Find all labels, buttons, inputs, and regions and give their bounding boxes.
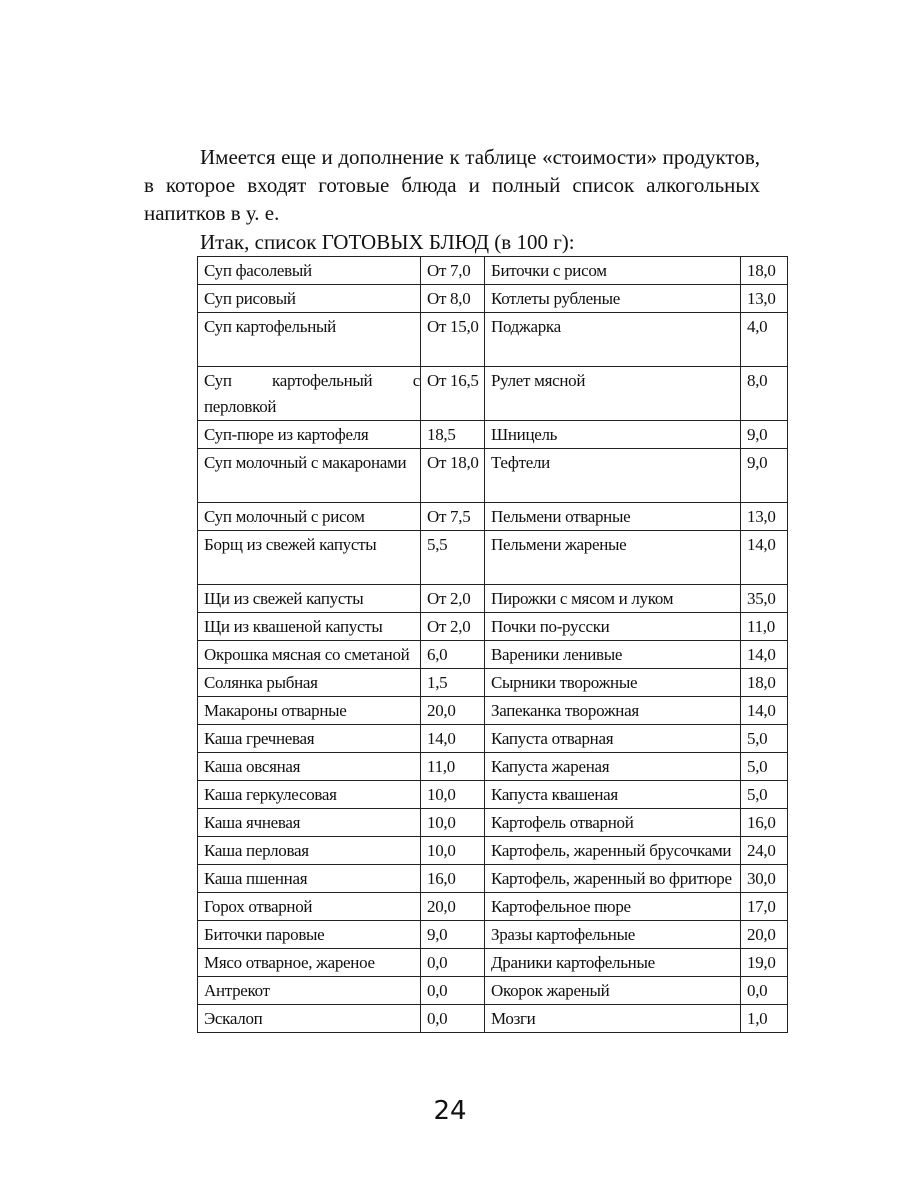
dish-value-cell: От 2,0	[421, 613, 485, 641]
dish-value-cell: 9,0	[741, 421, 788, 449]
dish-name-cell: Суп-пюре из картофеля	[198, 421, 421, 449]
table-row	[198, 531, 788, 585]
table-row	[198, 257, 788, 285]
dish-name-cell: Почки по-русски	[485, 613, 741, 641]
dish-name-cell: Поджарка	[485, 313, 741, 367]
dish-name-cell: Мясо отварное, жареное	[198, 949, 421, 977]
dish-name-cell: Мозги	[485, 1005, 741, 1033]
table-row	[198, 837, 788, 865]
table-row	[198, 585, 788, 613]
dish-name-cell: Картофель, жаренный во фритюре	[485, 865, 741, 893]
table-row	[198, 921, 788, 949]
dish-name-cell: Капуста жареная	[485, 753, 741, 781]
dish-name-cell: Окорок жареный	[485, 977, 741, 1005]
dish-value-cell: От 8,0	[421, 285, 485, 313]
dish-name-cell: Суп молочный с макаронами	[198, 449, 421, 503]
dish-value-cell: 20,0	[741, 921, 788, 949]
dish-name-cell: Суп картофельный с перловкой	[198, 367, 421, 421]
dish-name-cell: Суп картофельный	[198, 313, 421, 367]
dish-value-cell: 20,0	[421, 893, 485, 921]
dish-name-cell: Суп молочный с рисом	[198, 503, 421, 531]
dish-value-cell: 4,0	[741, 313, 788, 367]
dish-name-cell: Каша овсяная	[198, 753, 421, 781]
dish-name-cell: Запеканка творожная	[485, 697, 741, 725]
intro-paragraph	[144, 143, 760, 227]
dish-name-cell: Пельмени жареные	[485, 531, 741, 585]
dish-value-cell: 11,0	[741, 613, 788, 641]
dish-name-cell: Картофельное пюре	[485, 893, 741, 921]
dish-name-cell: Сырники творожные	[485, 669, 741, 697]
table-row	[198, 613, 788, 641]
dish-value-cell: 0,0	[741, 977, 788, 1005]
dish-value-cell: 14,0	[741, 697, 788, 725]
dish-name-cell: Рулет мясной	[485, 367, 741, 421]
dish-value-cell: 13,0	[741, 503, 788, 531]
dish-value-cell: 18,0	[741, 257, 788, 285]
table-row	[198, 949, 788, 977]
dish-name-cell: Драники картофельные	[485, 949, 741, 977]
dish-value-cell: 24,0	[741, 837, 788, 865]
table-row	[198, 893, 788, 921]
table-row	[198, 421, 788, 449]
dish-value-cell: 1,5	[421, 669, 485, 697]
dish-name-cell: Капуста отварная	[485, 725, 741, 753]
dish-value-cell: 18,0	[741, 669, 788, 697]
dish-name-cell: Макароны отварные	[198, 697, 421, 725]
dish-value-cell: От 18,0	[421, 449, 485, 503]
dish-value-cell: От 7,5	[421, 503, 485, 531]
dish-name-cell: Каша пшенная	[198, 865, 421, 893]
dish-name-cell: Каша гречневая	[198, 725, 421, 753]
dish-name-cell: Солянка рыбная	[198, 669, 421, 697]
dish-name-cell: Борщ из свежей капусты	[198, 531, 421, 585]
table-row	[198, 641, 788, 669]
dish-value-cell: 19,0	[741, 949, 788, 977]
dish-name-cell: Каша ячневая	[198, 809, 421, 837]
table-row	[198, 977, 788, 1005]
dish-value-cell: 35,0	[741, 585, 788, 613]
table-row	[198, 809, 788, 837]
dish-value-cell: От 16,5	[421, 367, 485, 421]
dish-value-cell: 5,0	[741, 753, 788, 781]
dish-name-cell: Вареники ленивые	[485, 641, 741, 669]
dish-value-cell: 18,5	[421, 421, 485, 449]
dish-name-cell: Суп рисовый	[198, 285, 421, 313]
table-row	[198, 669, 788, 697]
dish-value-cell: 11,0	[421, 753, 485, 781]
dish-name-cell: Капуста квашеная	[485, 781, 741, 809]
dish-name-cell: Суп фасолевый	[198, 257, 421, 285]
table-row	[198, 1005, 788, 1033]
dish-value-cell: 14,0	[421, 725, 485, 753]
dish-name-cell: Антрекот	[198, 977, 421, 1005]
page-number: 24	[433, 1096, 467, 1126]
dish-value-cell: 10,0	[421, 809, 485, 837]
dish-value-cell: 17,0	[741, 893, 788, 921]
dish-value-cell: 1,0	[741, 1005, 788, 1033]
table-row	[198, 725, 788, 753]
dish-name-cell: Котлеты рубленые	[485, 285, 741, 313]
dish-value-cell: 6,0	[421, 641, 485, 669]
dish-name-cell: Щи из квашеной капусты	[198, 613, 421, 641]
dish-name-cell: Каша перловая	[198, 837, 421, 865]
dish-value-cell: 14,0	[741, 641, 788, 669]
dish-value-cell: 9,0	[421, 921, 485, 949]
dishes-table-body	[198, 257, 788, 1033]
dish-value-cell: 5,0	[741, 725, 788, 753]
table-row	[198, 503, 788, 531]
dish-value-cell: 10,0	[421, 781, 485, 809]
dish-name-cell: Пирожки с мясом и луком	[485, 585, 741, 613]
dishes-cost-table	[197, 256, 788, 1033]
dish-name-cell: Шницель	[485, 421, 741, 449]
dishes-table-wrapper	[197, 256, 787, 1033]
dish-name-cell: Горох отварной	[198, 893, 421, 921]
table-row	[198, 753, 788, 781]
dish-value-cell: 20,0	[421, 697, 485, 725]
table-row	[198, 285, 788, 313]
dish-name-cell: Зразы картофельные	[485, 921, 741, 949]
dish-name-cell: Окрошка мясная со сметаной	[198, 641, 421, 669]
dish-value-cell: 5,0	[741, 781, 788, 809]
dish-value-cell: 0,0	[421, 949, 485, 977]
dish-value-cell: От 15,0	[421, 313, 485, 367]
dish-value-cell: 16,0	[741, 809, 788, 837]
table-row	[198, 865, 788, 893]
table-row	[198, 697, 788, 725]
dish-name-cell: Щи из свежей капусты	[198, 585, 421, 613]
dish-name-cell: Каша геркулесовая	[198, 781, 421, 809]
table-caption: Итак, список ГОТОВЫХ БЛЮД (в 100 г):	[200, 230, 575, 254]
table-row	[198, 781, 788, 809]
dish-value-cell: От 7,0	[421, 257, 485, 285]
intro-text: Имеется еще и дополнение к таблице «стоимости» продуктов, в которое входят готовые блюда и полный список алкогольных напитков в у. е.	[144, 145, 760, 225]
dish-value-cell: 14,0	[741, 531, 788, 585]
dish-value-cell: 0,0	[421, 1005, 485, 1033]
dish-value-cell: 13,0	[741, 285, 788, 313]
dish-value-cell: 10,0	[421, 837, 485, 865]
dish-name-cell: Биточки с рисом	[485, 257, 741, 285]
dish-value-cell: 8,0	[741, 367, 788, 421]
dish-value-cell: 16,0	[421, 865, 485, 893]
dish-name-cell: Картофель, жаренный брусочками	[485, 837, 741, 865]
table-row	[198, 313, 788, 367]
dish-value-cell: 9,0	[741, 449, 788, 503]
dish-name-cell: Пельмени отварные	[485, 503, 741, 531]
table-row	[198, 367, 788, 421]
dish-name-cell: Картофель отварной	[485, 809, 741, 837]
dish-name-cell: Тефтели	[485, 449, 741, 503]
dish-value-cell: 5,5	[421, 531, 485, 585]
dish-value-cell: 30,0	[741, 865, 788, 893]
dish-name-cell: Биточки паровые	[198, 921, 421, 949]
dish-value-cell: От 2,0	[421, 585, 485, 613]
table-row	[198, 449, 788, 503]
dish-name-cell: Эскалоп	[198, 1005, 421, 1033]
dish-value-cell: 0,0	[421, 977, 485, 1005]
